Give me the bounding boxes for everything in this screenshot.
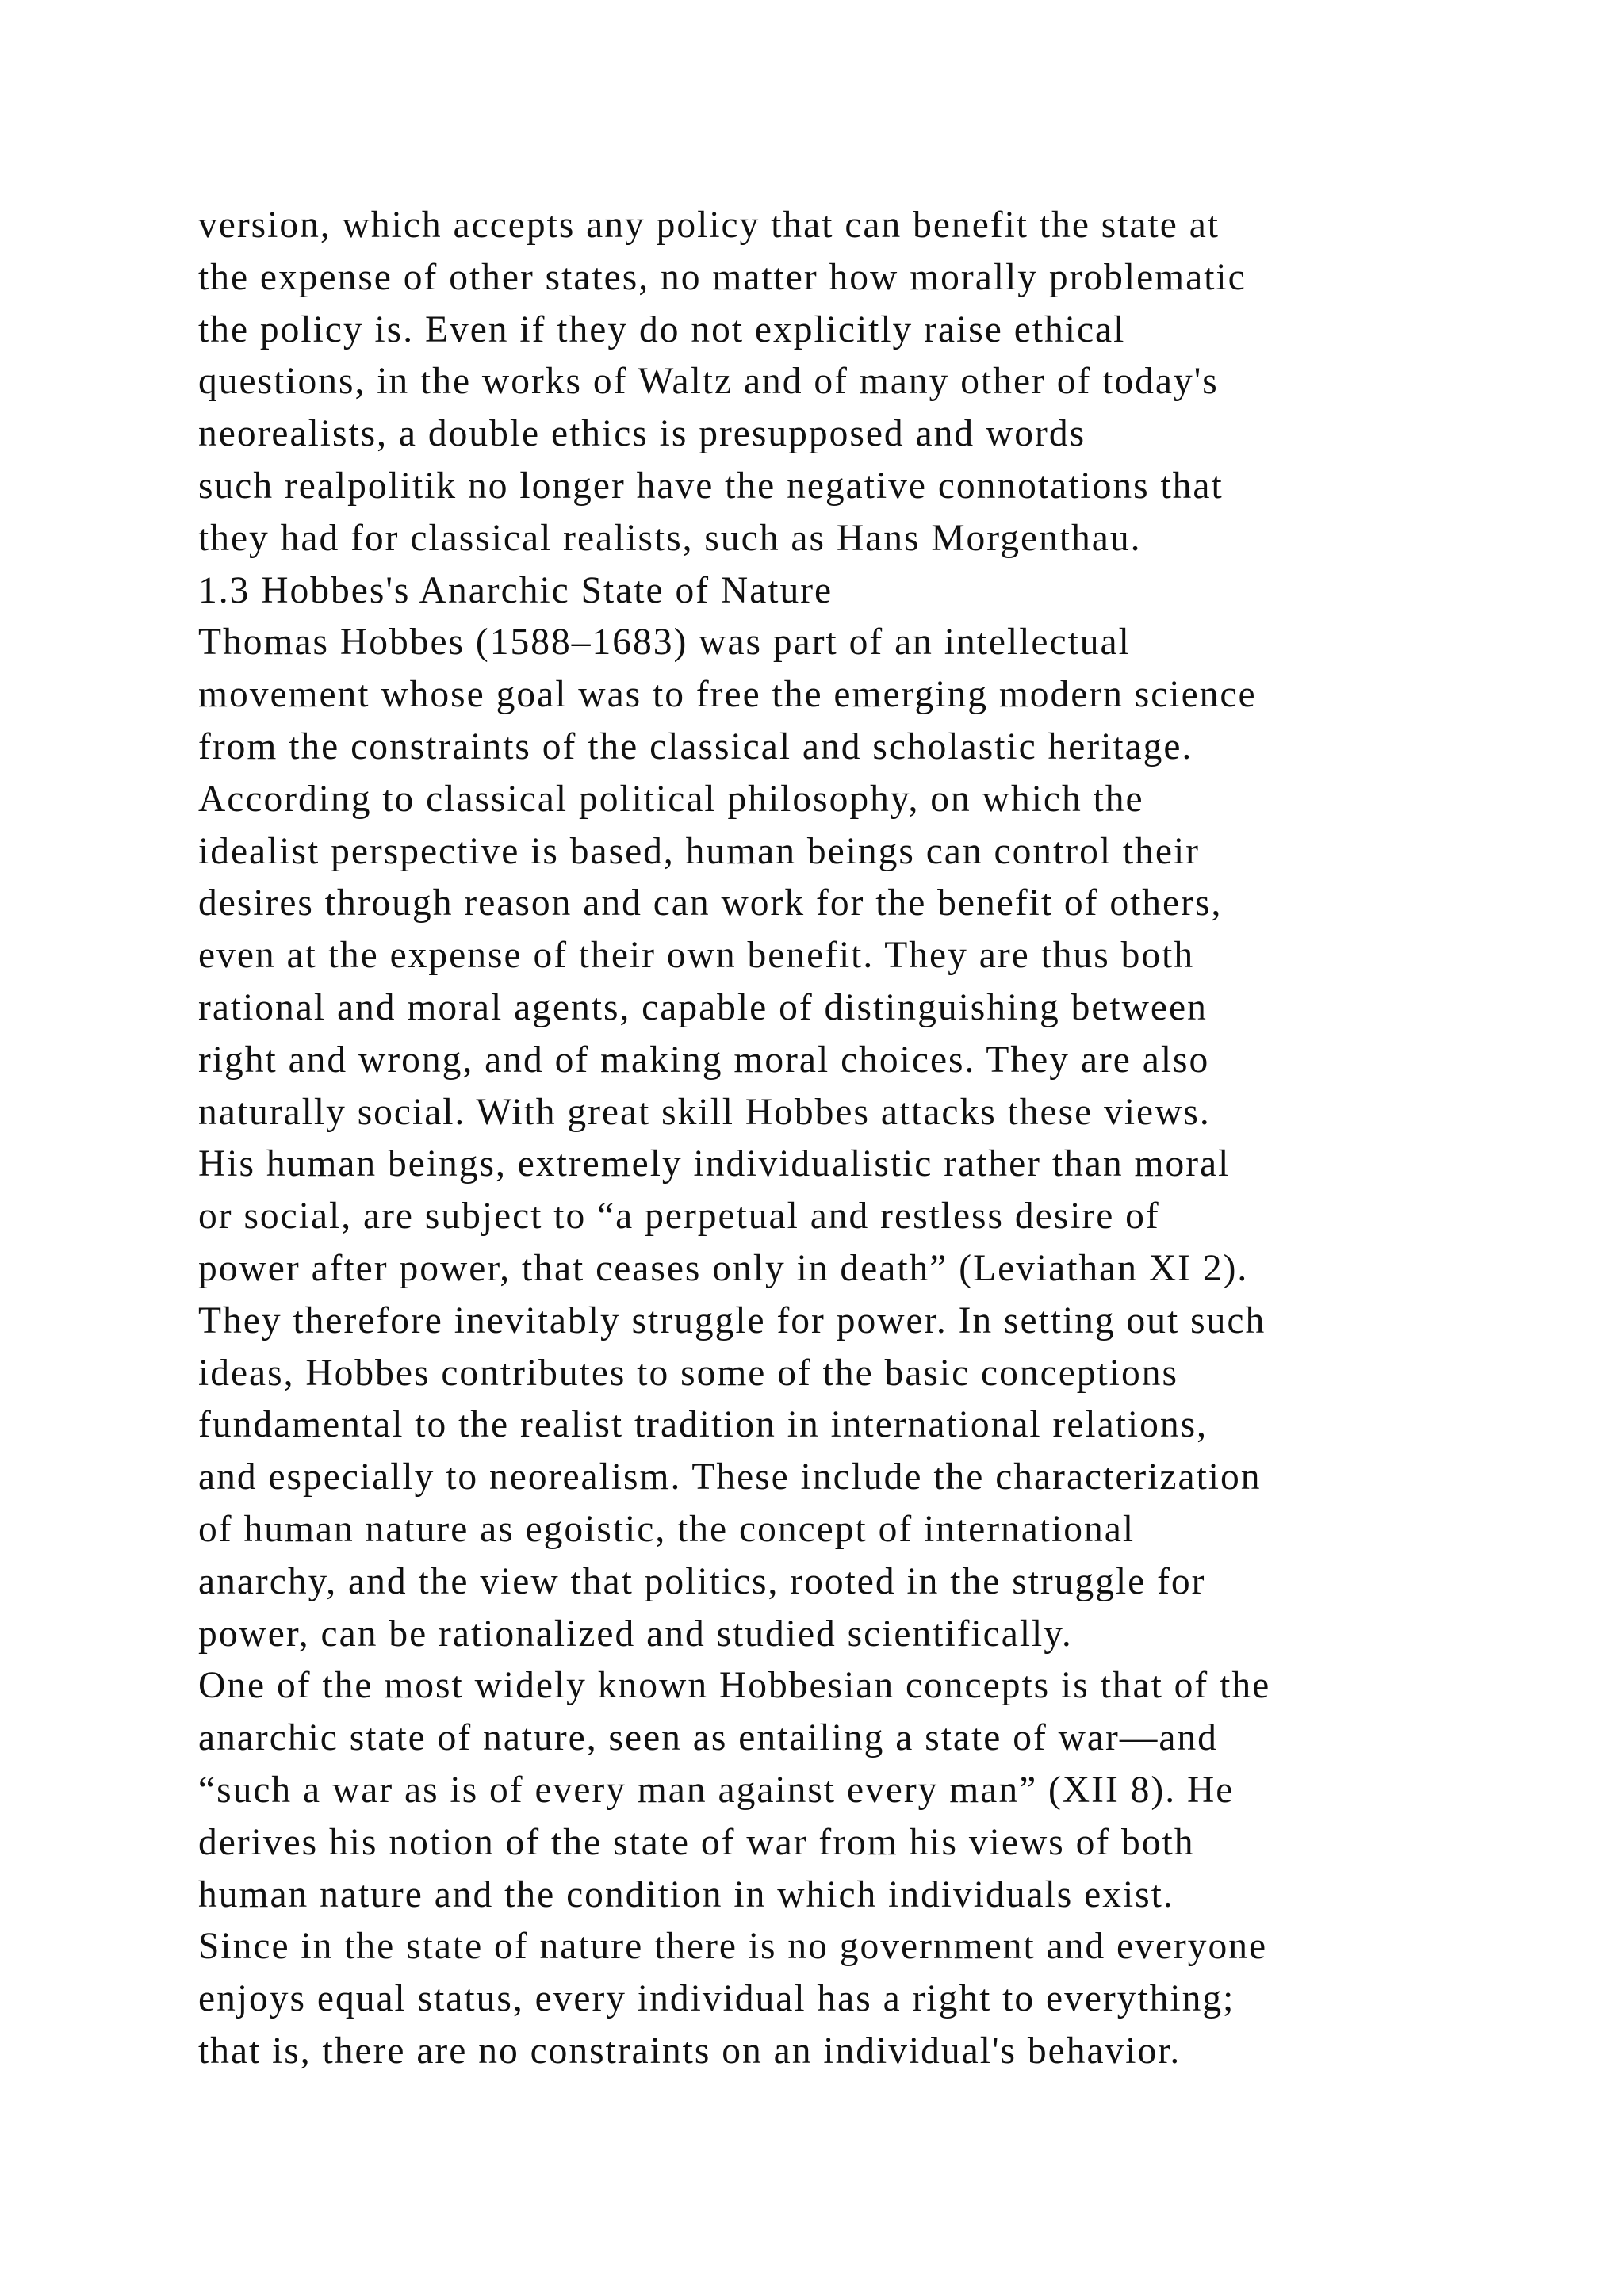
text-line: version, which accepts any policy that can benefit the state at — [198, 205, 1220, 246]
text-line: power after power, that ceases only in death” (Leviathan XI 2). — [198, 1247, 1249, 1289]
text-line: from the constraints of the classical and scholastic heritage. — [198, 725, 1193, 767]
text-line: neorealists, a double ethics is presupposed and words — [198, 413, 1086, 455]
text-line: of human nature as egoistic, the concept of international — [198, 1508, 1136, 1550]
text-line: fundamental to the realist tradition in international relations, — [198, 1404, 1208, 1446]
text-line: ideas, Hobbes contributes to some of the basic conceptions — [198, 1352, 1178, 1394]
text-line: questions, in the works of Waltz and of many other of today's — [198, 361, 1219, 403]
text-line: naturally social. With great skill Hobbes attacks these views. — [198, 1091, 1211, 1133]
text-line: idealist perspective is based, human beings can control their — [198, 830, 1200, 872]
text-line: the policy is. Even if they do not explicitly raise ethical — [198, 308, 1126, 350]
section-heading: 1.3 Hobbes's Anarchic State of Nature — [198, 569, 833, 611]
text-line: right and wrong, and of making moral choices. They are also — [198, 1039, 1210, 1081]
text-line: enjoys equal status, every individual has a right to everything; — [198, 1978, 1235, 2020]
text-line: derives his notion of the state of war from his views of both — [198, 1821, 1195, 1863]
text-line: Thomas Hobbes (1588–1683) was part of an intellectual — [198, 622, 1131, 664]
text-line: anarchy, and the view that politics, rooted in the struggle for — [198, 1560, 1206, 1602]
text-line: His human beings, extremely individualistic rather than moral — [198, 1143, 1231, 1185]
text-line: One of the most widely known Hobbesian concepts is that of the — [198, 1665, 1271, 1707]
text-line: movement whose goal was to free the emerging modern science — [198, 674, 1257, 716]
text-line: human nature and the condition in which individuals exist. — [198, 1873, 1174, 1915]
text-line: or social, are subject to “a perpetual and restless desire of — [198, 1196, 1160, 1238]
text-line: that is, there are no constraints on an individual's behavior. — [198, 2030, 1182, 2072]
text-line: anarchic state of nature, seen as entailing a state of war—and — [198, 1717, 1218, 1759]
text-line: According to classical political philosophy, on which the — [198, 778, 1144, 820]
text-line: even at the expense of their own benefit. They are thus both — [198, 935, 1195, 977]
text-line: “such a war as is of every man against every man” (XII 8). He — [198, 1769, 1235, 1811]
text-line: power, can be rationalized and studied scientifically. — [198, 1613, 1073, 1655]
text-line: desires through reason and can work for the benefit of others, — [198, 882, 1223, 924]
text-line: and especially to neorealism. These include the characterization — [198, 1456, 1262, 1498]
text-line: Since in the state of nature there is no government and everyone — [198, 1926, 1268, 1968]
text-line: the expense of other states, no matter how morally problematic — [198, 256, 1247, 298]
text-line: rational and moral agents, capable of distinguishing between — [198, 986, 1208, 1028]
text-line: They therefore inevitably struggle for power. In setting out such — [198, 1299, 1266, 1341]
text-line: such realpolitik no longer have the negative connotations that — [198, 465, 1224, 507]
text-line: they had for classical realists, such as Hans Morgenthau. — [198, 517, 1142, 559]
body-text — [198, 200, 1530, 2078]
